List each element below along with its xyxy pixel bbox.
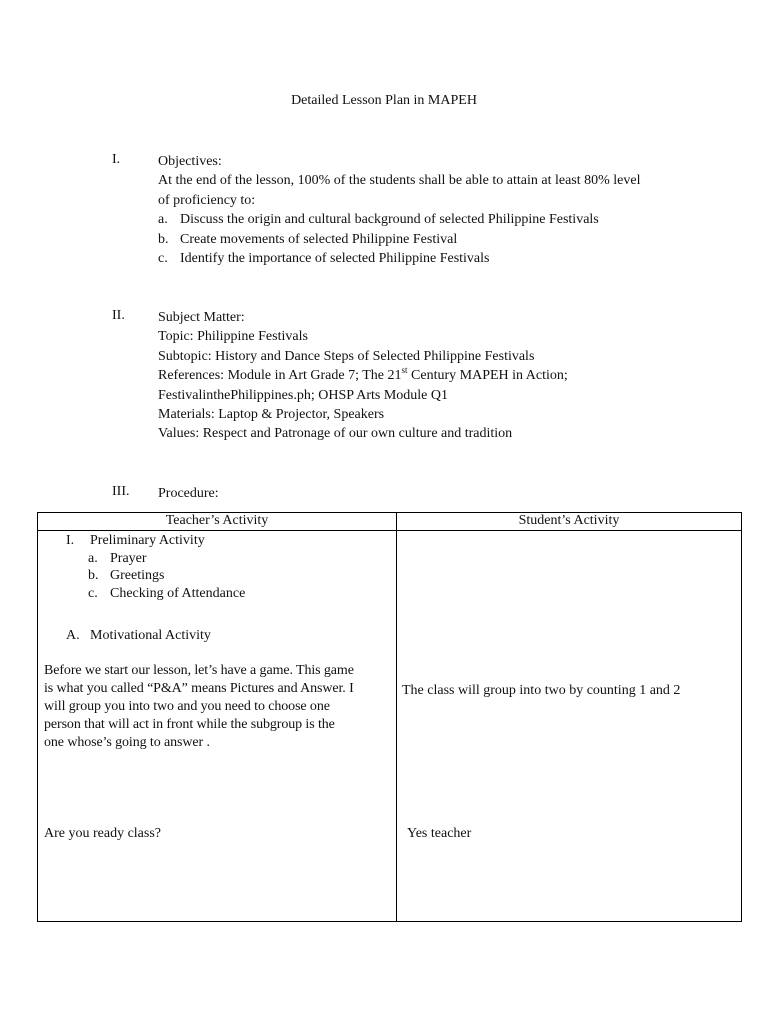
motivational-label: Motivational Activity — [90, 628, 211, 643]
prelim-item-marker: c. — [88, 585, 98, 601]
objectives-intro-line1: At the end of the lesson, 100% of the students shall be able to attain at least 80% level — [158, 173, 641, 189]
preliminary-number: I. — [66, 533, 75, 548]
list-item — [66, 585, 245, 603]
subject-materials: Materials: Laptop & Projector, Speakers — [158, 407, 385, 423]
game-instructions-line: is what you called “P&A” means Pictures and Answer. I — [44, 681, 354, 696]
table-header-row — [38, 513, 742, 531]
student-response-grouping: The class will group into two by counting 1 and 2 — [402, 683, 681, 698]
references-text-end: Century MAPEH in Action; — [407, 368, 568, 384]
objective-marker: c. — [158, 251, 168, 267]
objectives-section — [158, 152, 718, 268]
preliminary-activity — [66, 532, 245, 602]
references-text-start: References: Module in Art Grade 7; The 21 — [158, 368, 402, 384]
subject-matter-section — [158, 308, 718, 444]
procedure-heading: Procedure: — [158, 486, 219, 501]
objective-text: Create movements of selected Philippine Festival — [180, 231, 458, 247]
objective-item — [158, 230, 718, 249]
subject-references — [158, 366, 718, 385]
subject-matter-heading: Subject Matter: — [158, 310, 245, 325]
objectives-heading: Objectives: — [158, 154, 222, 169]
motivational-activity — [66, 628, 211, 644]
list-item — [66, 550, 245, 568]
objective-text: Identify the importance of selected Philippine Festivals — [180, 251, 490, 267]
procedure-table — [37, 512, 742, 922]
references-superscript: st — [401, 365, 408, 376]
teacher-activity-header: Teacher’s Activity — [38, 513, 397, 531]
prelim-item-text: Checking of Attendance — [110, 585, 246, 601]
prelim-item-marker: b. — [88, 568, 99, 583]
game-instructions-line: will group you into two and you need to choose one — [44, 699, 330, 714]
game-instructions-line: one whose’s going to answer . — [44, 735, 210, 750]
page-title: Detailed Lesson Plan in MAPEH — [291, 93, 477, 108]
list-item — [66, 567, 245, 585]
subject-values: Values: Respect and Patronage of our own culture and tradition — [158, 426, 513, 442]
student-activity-cell — [397, 531, 742, 922]
prelim-item-marker: a. — [88, 550, 98, 566]
subject-topic: Topic: Philippine Festivals — [158, 329, 308, 345]
teacher-activity-cell — [38, 531, 397, 922]
objectives-intro-line2: of proficiency to: — [158, 192, 256, 208]
subject-matter-number: II. — [112, 308, 125, 323]
game-instructions-line: person that will act in front while the subgroup is the — [44, 717, 335, 732]
subject-subtopic: Subtopic: History and Dance Steps of Selected Philippine Festivals — [158, 348, 535, 364]
objective-marker: b. — [158, 231, 169, 247]
subject-references-line2: FestivalinthePhilippines.ph; OHSP Arts Module Q1 — [158, 387, 448, 403]
game-instructions — [44, 662, 392, 752]
objective-marker: a. — [158, 212, 168, 228]
objective-text: Discuss the origin and cultural background of selected Philippine Festivals — [180, 212, 599, 228]
objective-item — [158, 210, 718, 229]
prelim-item-text: Prayer — [110, 550, 147, 566]
prelim-item-text: Greetings — [110, 568, 165, 583]
motivational-marker: A. — [66, 628, 80, 643]
ready-prompt: Are you ready class? — [44, 826, 162, 841]
procedure-number: III. — [112, 484, 130, 499]
preliminary-label: Preliminary Activity — [90, 533, 205, 548]
student-activity-header: Student’s Activity — [397, 513, 742, 531]
objectives-number: I. — [112, 152, 121, 167]
objectives-list — [158, 210, 718, 268]
game-instructions-line: Before we start our lesson, let’s have a game. This game — [44, 663, 354, 678]
student-response-ready: Yes teacher — [407, 826, 472, 841]
objective-item — [158, 249, 718, 268]
table-row — [38, 531, 742, 922]
